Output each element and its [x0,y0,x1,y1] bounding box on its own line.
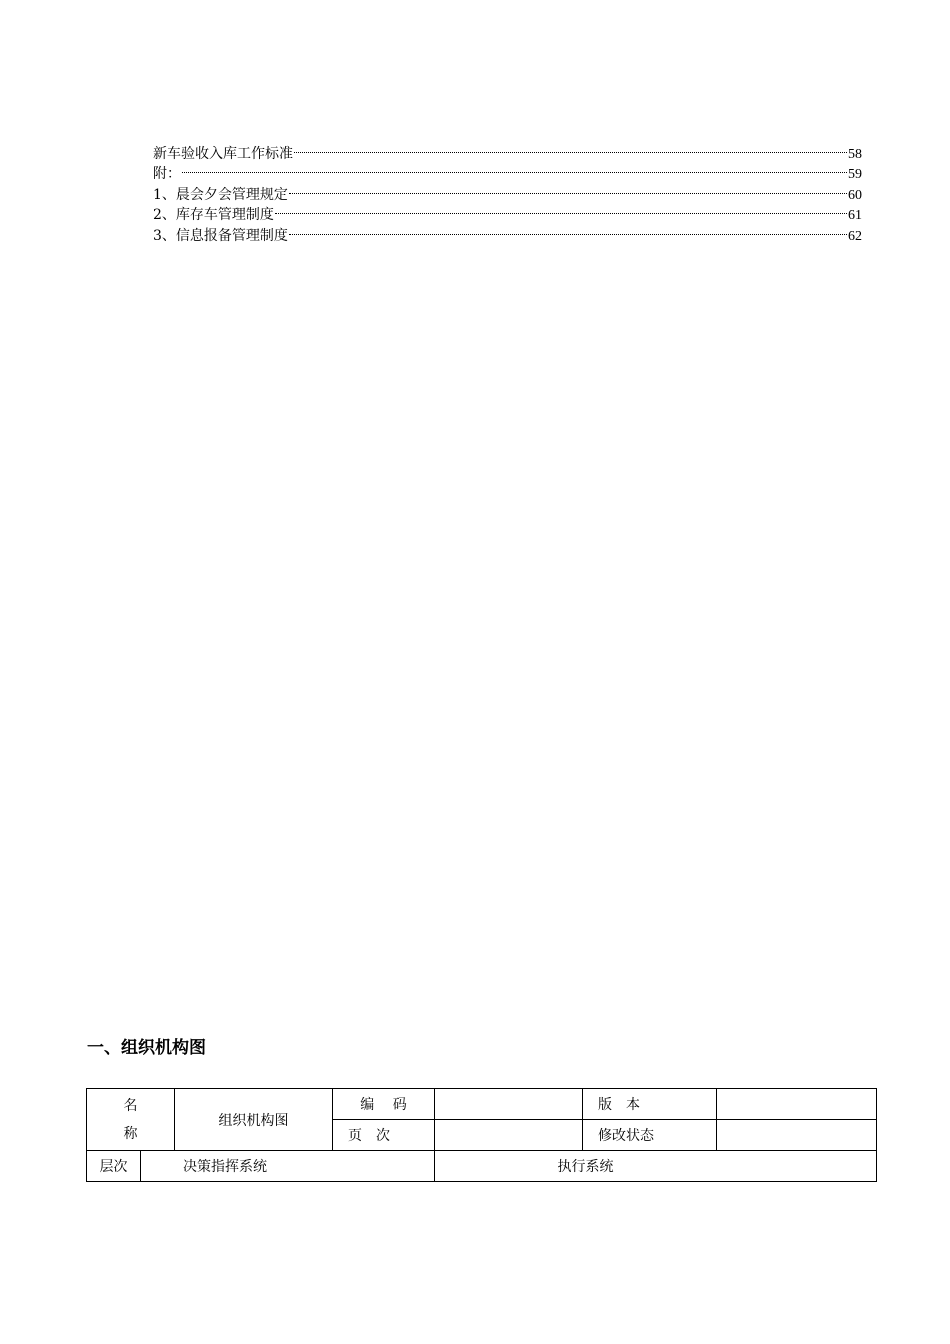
decision-system-cell: 决策指挥系统 [141,1151,435,1182]
name-label-cell [87,1089,175,1151]
section-heading: 一、组织机构图 [87,1038,206,1058]
toc-entry-title: 3、信息报备管理制度 [153,227,288,244]
toc-entry-page: 62 [848,228,862,244]
toc-entry-page: 59 [848,167,862,182]
toc-dot-leader [275,199,847,220]
toc-entry-page: 60 [848,187,862,203]
toc-entry-title: 1、晨会夕会管理规定 [153,186,288,203]
toc-dot-leader [289,178,847,199]
version-value-cell[interactable] [717,1089,877,1120]
toc-entry-page: 58 [848,146,862,162]
toc-entry-page: 61 [848,208,862,223]
toc-dot-leader [289,219,847,240]
toc-entry[interactable] [153,178,862,203]
table-of-contents [153,137,862,244]
execution-system-cell: 执行系统 [435,1151,877,1182]
name-value-cell: 组织机构图 [175,1089,333,1151]
document-info-table [86,1088,877,1182]
code-label-cell: 编 码 [333,1089,435,1120]
code-value-cell[interactable] [435,1089,583,1120]
version-label-cell: 版 本 [583,1089,717,1120]
page-label-cell: 页 次 [333,1120,435,1151]
toc-entry[interactable] [153,137,862,162]
toc-entry-title: 新车验收入库工作标准 [153,145,293,162]
name-label-line-1: 名 [123,1097,138,1114]
toc-dot-leader [294,137,847,158]
name-label-line-2: 称 [123,1125,138,1142]
page-value-cell[interactable] [435,1120,583,1151]
revision-label-cell: 修改状态 [583,1120,717,1151]
revision-value-cell[interactable] [717,1120,877,1151]
toc-entry[interactable] [153,158,862,182]
toc-entry-title: 2、库存车管理制度 [153,207,274,223]
level-label-cell: 层次 [87,1151,141,1182]
toc-entry-title: 附： [153,166,181,182]
toc-dot-leader [182,158,847,179]
